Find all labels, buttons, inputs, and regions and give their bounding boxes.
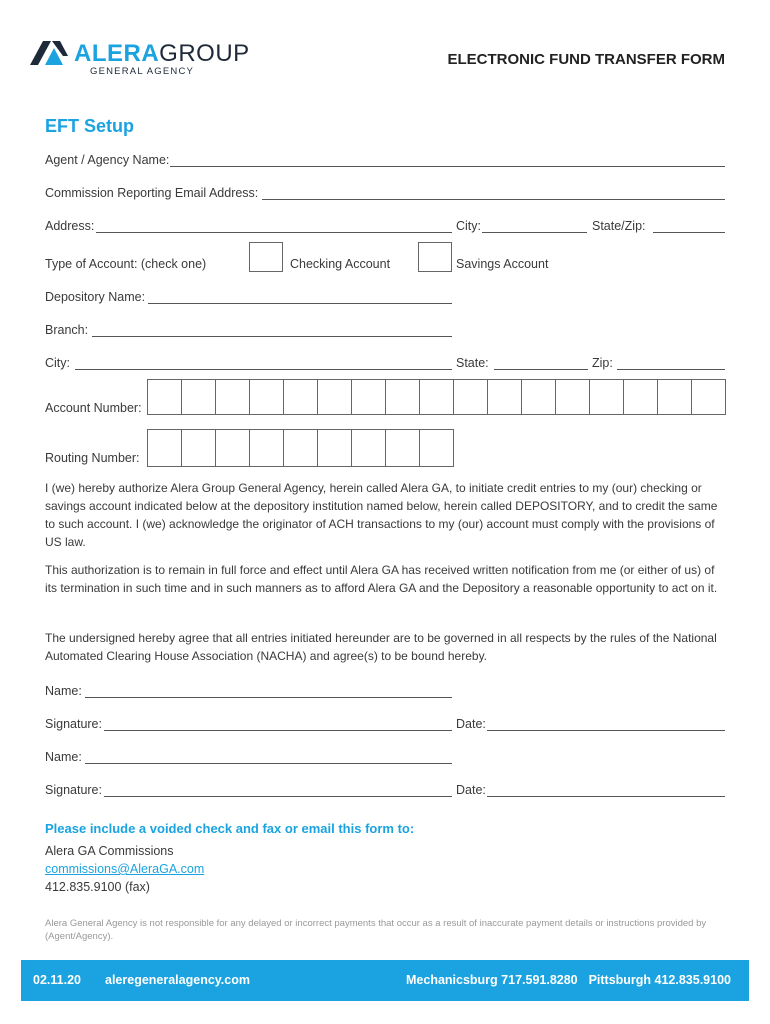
depository-label: Depository Name:	[45, 290, 146, 304]
logo-subtitle: GENERAL AGENCY	[90, 66, 195, 77]
bank-state-field[interactable]	[494, 369, 588, 370]
account-number-digit-box[interactable]	[385, 379, 420, 415]
account-number-digit-box[interactable]	[623, 379, 658, 415]
name-1-label: Name:	[45, 684, 82, 698]
agent-name-label: Agent / Agency Name:	[45, 153, 170, 167]
routing-number-digit-box[interactable]	[385, 429, 420, 467]
account-number-digit-box[interactable]	[589, 379, 624, 415]
logo	[30, 38, 260, 80]
bank-zip-field[interactable]	[617, 369, 725, 370]
routing-number-digit-box[interactable]	[283, 429, 318, 467]
account-number-digit-box[interactable]	[555, 379, 590, 415]
name-1-field[interactable]	[85, 697, 452, 698]
city-label: City:	[456, 219, 481, 233]
email-field[interactable]	[262, 199, 725, 200]
footer-mechanicsburg: Mechanicsburg 717.591.8280	[406, 973, 578, 987]
state-zip-label: State/Zip:	[592, 219, 646, 233]
bank-state-label: State:	[456, 356, 489, 370]
form-title: ELECTRONIC FUND TRANSFER FORM	[447, 51, 725, 68]
checking-account-label: Checking Account	[290, 257, 391, 271]
depository-field[interactable]	[148, 303, 452, 304]
agent-name-field[interactable]	[170, 166, 725, 167]
account-number-digit-box[interactable]	[419, 379, 454, 415]
contact-org: Alera GA Commissions	[45, 844, 174, 858]
account-number-digit-box[interactable]	[249, 379, 284, 415]
routing-number-digit-box[interactable]	[181, 429, 216, 467]
signature-2-label: Signature:	[45, 783, 102, 797]
section-title: EFT Setup	[45, 116, 134, 136]
account-number-digit-box[interactable]	[283, 379, 318, 415]
account-number-label: Account Number:	[45, 401, 142, 415]
alera-logo-icon	[30, 38, 70, 66]
account-number-digit-box[interactable]	[453, 379, 488, 415]
checking-account-checkbox[interactable]	[249, 242, 283, 272]
contact-heading: Please include a voided check and fax or email this form to:	[45, 821, 415, 836]
bank-zip-label: Zip:	[592, 356, 613, 370]
footer-bar	[21, 960, 749, 1001]
footer-pittsburgh: Pittsburgh 412.835.9100	[588, 973, 731, 987]
account-number-digit-box[interactable]	[351, 379, 386, 415]
name-2-label: Name:	[45, 750, 82, 764]
account-number-digit-box[interactable]	[487, 379, 522, 415]
logo-brand-light: GROUP	[159, 40, 250, 67]
email-label: Commission Reporting Email Address:	[45, 186, 259, 200]
savings-account-checkbox[interactable]	[418, 242, 452, 272]
footer-date: 02.11.20	[33, 973, 81, 987]
name-2-field[interactable]	[85, 763, 452, 764]
footer-website[interactable]: aleregeneralagency.com	[105, 973, 250, 987]
routing-number-digit-box[interactable]	[249, 429, 284, 467]
authorization-paragraph: I (we) hereby authorize Alera Group General Agency, herein called Alera GA, to initiate credit entries to my (our) checking or savings account indicated below at the depository institution named below, herein called DEPOSITORY, and to credit the same to such account. I (we) acknowledge the originator of ACH transactions to my (our) account must comply with the provisions of US law.	[45, 481, 718, 549]
branch-field[interactable]	[92, 336, 452, 337]
account-number-boxes	[147, 379, 725, 415]
routing-number-boxes	[147, 429, 453, 467]
routing-number-digit-box[interactable]	[419, 429, 454, 467]
routing-number-digit-box[interactable]	[147, 429, 182, 467]
account-number-digit-box[interactable]	[521, 379, 556, 415]
routing-number-digit-box[interactable]	[351, 429, 386, 467]
signature-2-field[interactable]	[104, 796, 452, 797]
account-number-digit-box[interactable]	[657, 379, 692, 415]
signature-1-field[interactable]	[104, 730, 452, 731]
routing-number-label: Routing Number:	[45, 451, 140, 465]
account-number-digit-box[interactable]	[691, 379, 726, 415]
bank-city-field[interactable]	[75, 369, 452, 370]
date-1-field[interactable]	[487, 730, 725, 731]
nacha-paragraph: The undersigned hereby agree that all entries initiated hereunder are to be governed in all respects by the rules of the National Automated Clearing House Association (NACHA) and agree(s) to be bound hereby.	[45, 631, 717, 663]
account-number-digit-box[interactable]	[147, 379, 182, 415]
bank-city-label: City:	[45, 356, 70, 370]
savings-account-label: Savings Account	[456, 257, 549, 271]
account-number-digit-box[interactable]	[181, 379, 216, 415]
disclaimer: Alera General Agency is not responsible for any delayed or incorrect payments that occur as a result of inaccurate payment details or instructions provided by (Agent/Agency).	[45, 918, 707, 942]
state-zip-field[interactable]	[653, 232, 725, 233]
address-field[interactable]	[96, 232, 452, 233]
duration-paragraph: This authorization is to remain in full force and effect until Alera GA has received written notification from me (or either of us) of its termination in such time and in such manners as to afford Alera GA and the Depository a reasonable opportunity to act on it.	[45, 563, 718, 595]
logo-brand-bold: ALERA	[74, 40, 160, 67]
date-2-label: Date:	[456, 783, 486, 797]
signature-1-label: Signature:	[45, 717, 102, 731]
account-number-digit-box[interactable]	[215, 379, 250, 415]
branch-label: Branch:	[45, 323, 89, 337]
contact-fax: 412.835.9100 (fax)	[45, 880, 150, 894]
routing-number-digit-box[interactable]	[317, 429, 352, 467]
city-field[interactable]	[482, 232, 587, 233]
account-number-digit-box[interactable]	[317, 379, 352, 415]
address-label: Address:	[45, 219, 95, 233]
date-1-label: Date:	[456, 717, 486, 731]
account-type-label: Type of Account: (check one)	[45, 257, 207, 271]
contact-email-link[interactable]: commissions@AleraGA.com	[45, 862, 205, 876]
routing-number-digit-box[interactable]	[215, 429, 250, 467]
date-2-field[interactable]	[487, 796, 725, 797]
